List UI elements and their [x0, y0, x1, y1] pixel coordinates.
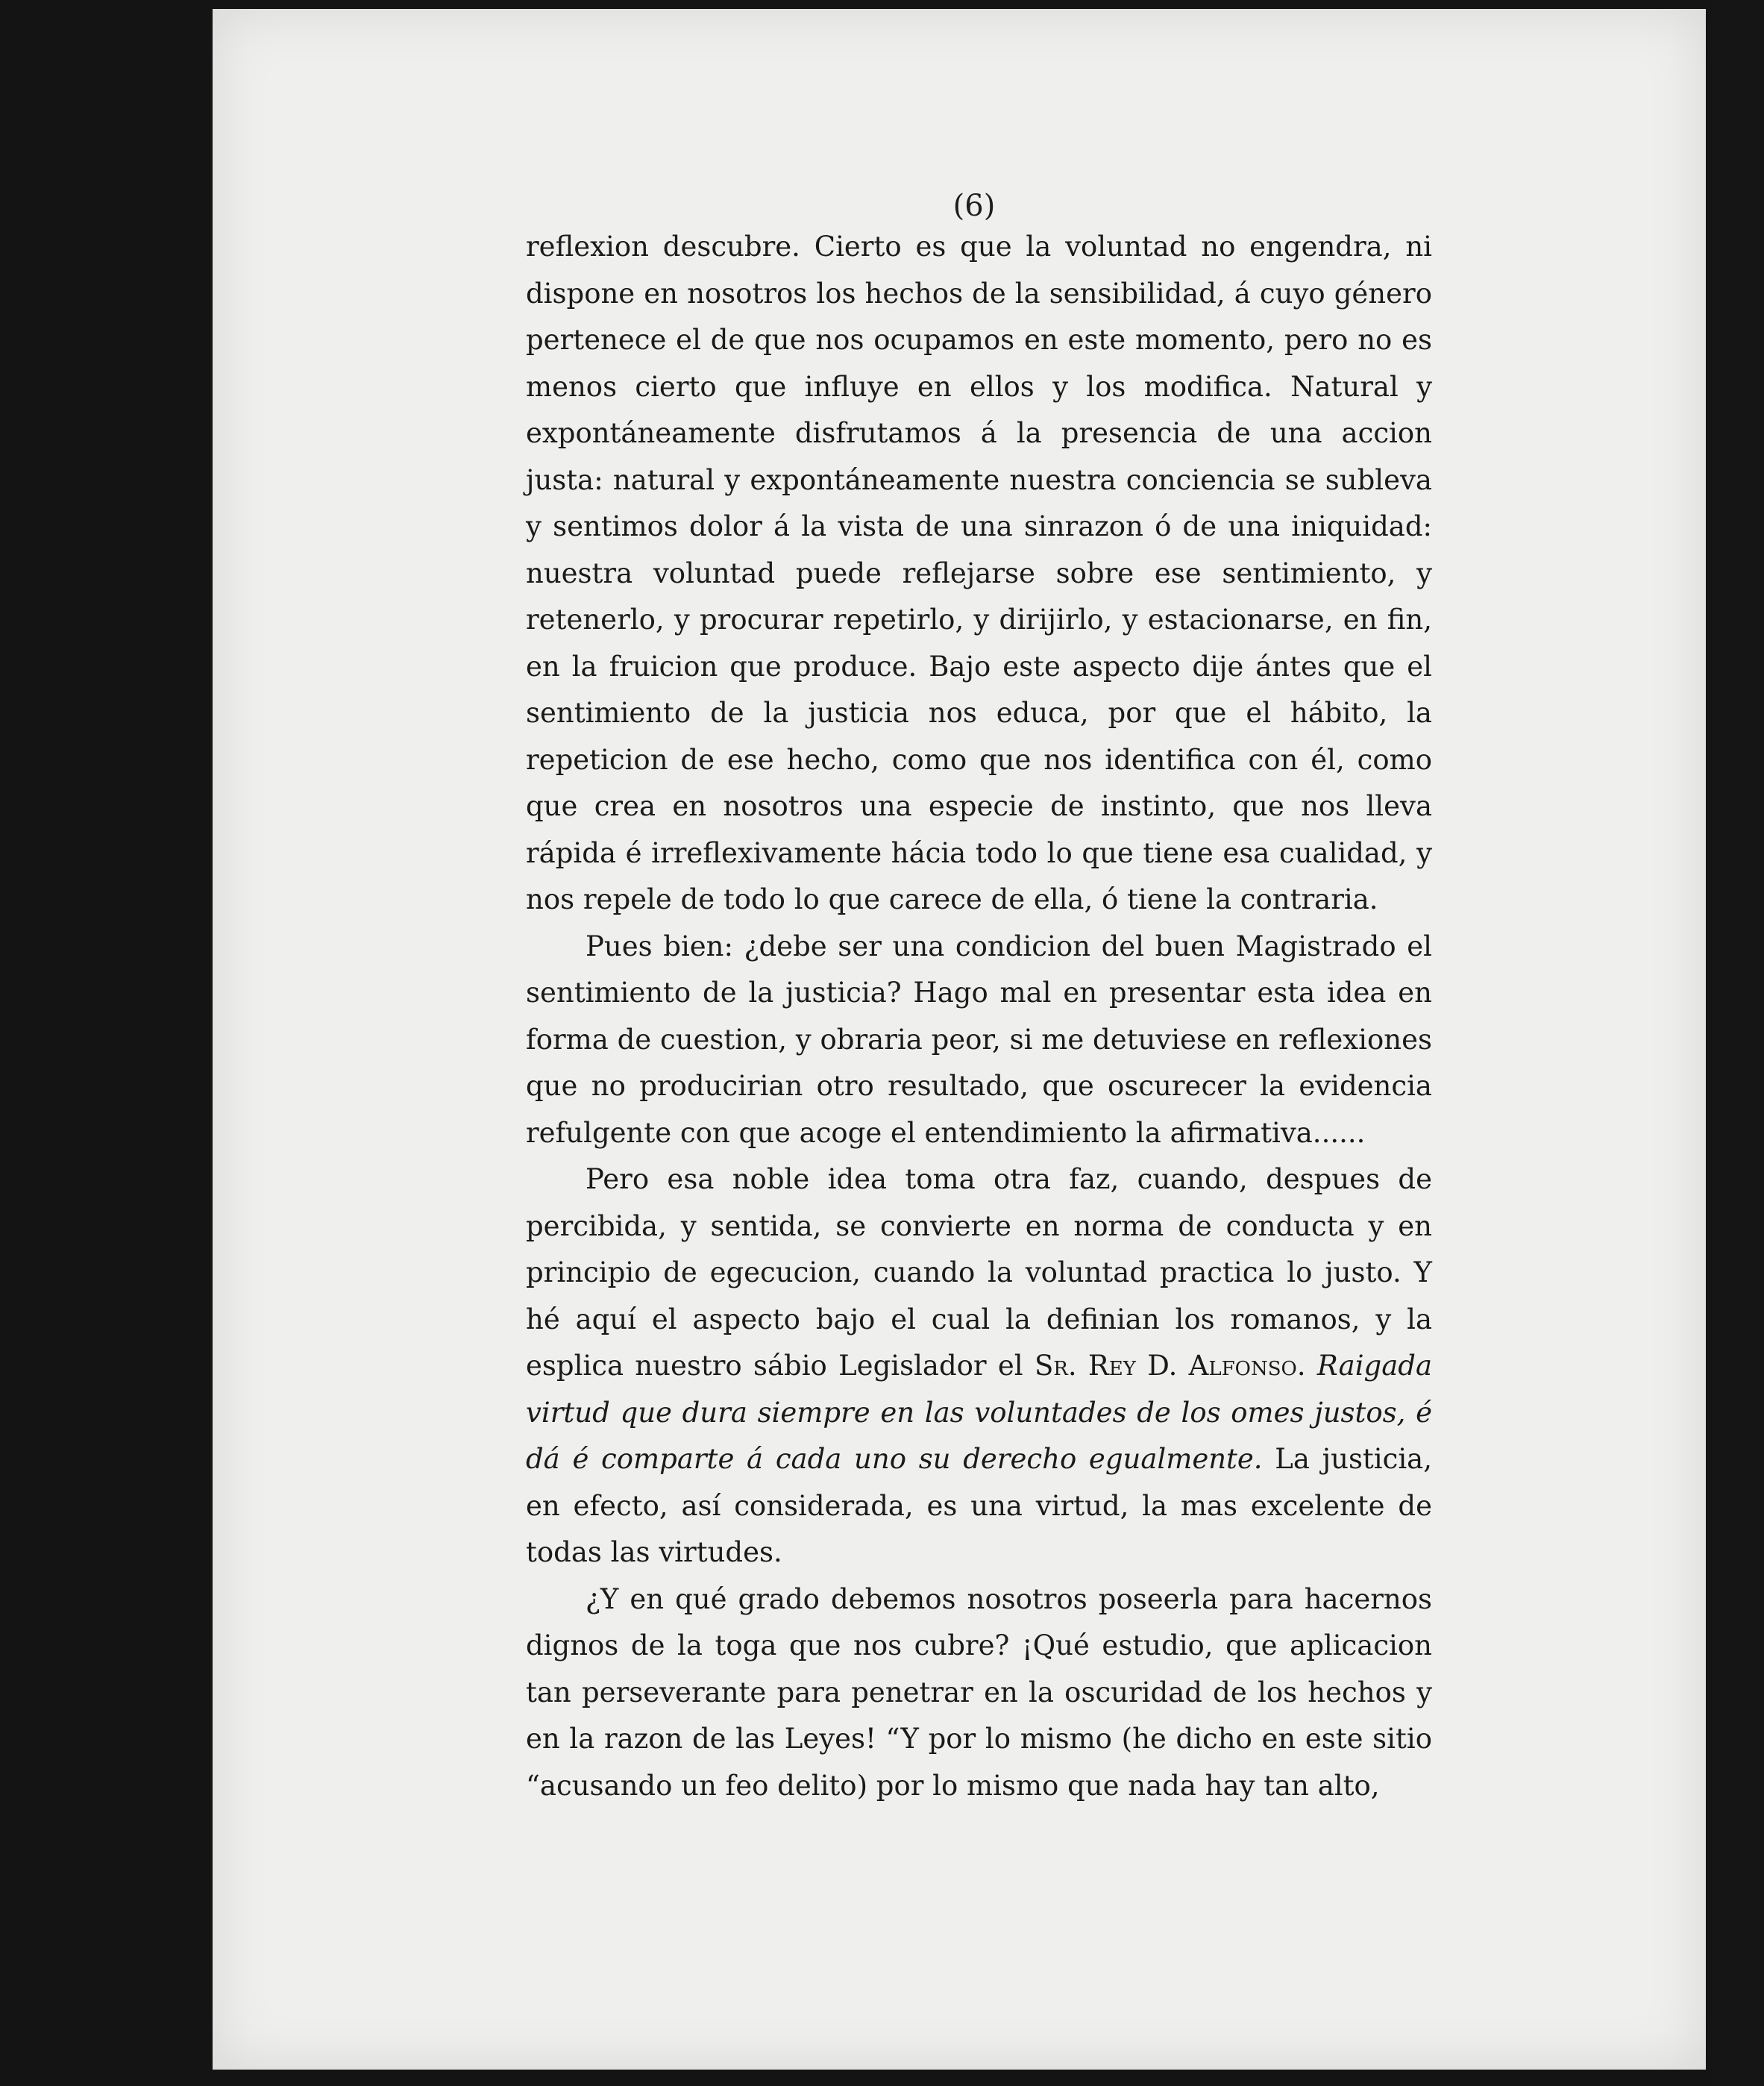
body-text — [526, 224, 1432, 1809]
paragraph-2: Pues bien: ¿debe ser una condicion del buen Magistrado el sentimiento de la justicia? Hago mal en presentar esta idea en forma de cuestion, y obraria peor, si me detuviese en reflexiones que no producirian otro resultado, que oscurecer la evidencia refulgente con que acoge el entendimiento la afirmativa...... — [526, 930, 1432, 1149]
paragraph-3-outro: La justicia, en efecto, así considerada, es una virtud, la mas excelente de todas las virtudes. — [526, 1443, 1433, 1568]
title-sr: Sr. — [1034, 1350, 1077, 1382]
paragraph-3 — [526, 1156, 1432, 1576]
paragraph-3-intro: Pero esa noble idea toma otra faz, cuando, despues de percibida, y sentida, se convierte en norma de conducta y en principio de egecucion, cuando la voluntad practica lo justo. Y hé aquí el aspecto bajo el cual la definian los romanos, y la esplica nuestro sábio Legislador el — [526, 1163, 1432, 1382]
title-d: D. — [1147, 1350, 1178, 1382]
page-number: (6) — [952, 189, 996, 223]
scan-border — [1712, 0, 1764, 2086]
legal-quote: Raigada virtud que dura siempre en las voluntades de los omes justos, é dá é comparte á cada uno su derecho egualmente. — [526, 1350, 1433, 1475]
name-alfonso: Alfonso. — [1188, 1350, 1306, 1382]
paragraph-4: ¿Y en qué grado debemos nosotros poseerla para hacernos dignos de la toga que nos cubre? ¡Qué estudio, que aplicacion tan perseverante para penetrar en la oscuridad de los hechos y en la razon de las Leyes! “Y por lo mismo (he dicho en este sitio “acusando un feo delito) por lo mismo que nada hay tan alto, — [526, 1582, 1432, 1802]
title-rey: Rey — [1087, 1350, 1136, 1382]
paragraph-1: reflexion descubre. Cierto es que la voluntad no engendra, ni dispone en nosotros los hechos de la sensibilidad, á cuyo género pertenece el de que nos ocupamos en este momento, pero no es menos cierto que influye en ellos y los modifica. Natural y expontáneamente disfrutamos á la presencia de una accion justa: natural y expontáneamente nuestra conciencia se subleva y sentimos dolor á la vista de una sinrazon ó de una iniquidad: nuestra voluntad puede reflejarse sobre ese sentimiento, y retenerlo, y procurar repetirlo, y dirijirlo, y estacionarse, en fin, en la fruicion que produce. Bajo este aspecto dije ántes que el sentimiento de la justicia nos educa, por que el hábito, la repeticion de ese hecho, como que nos identifica con él, como que crea en nosotros una especie de instinto, que nos lleva rápida é irreflexivamente hácia todo lo que tiene esa cualidad, y nos repele de todo lo que carece de ella, ó tiene la contraria. — [526, 231, 1432, 915]
